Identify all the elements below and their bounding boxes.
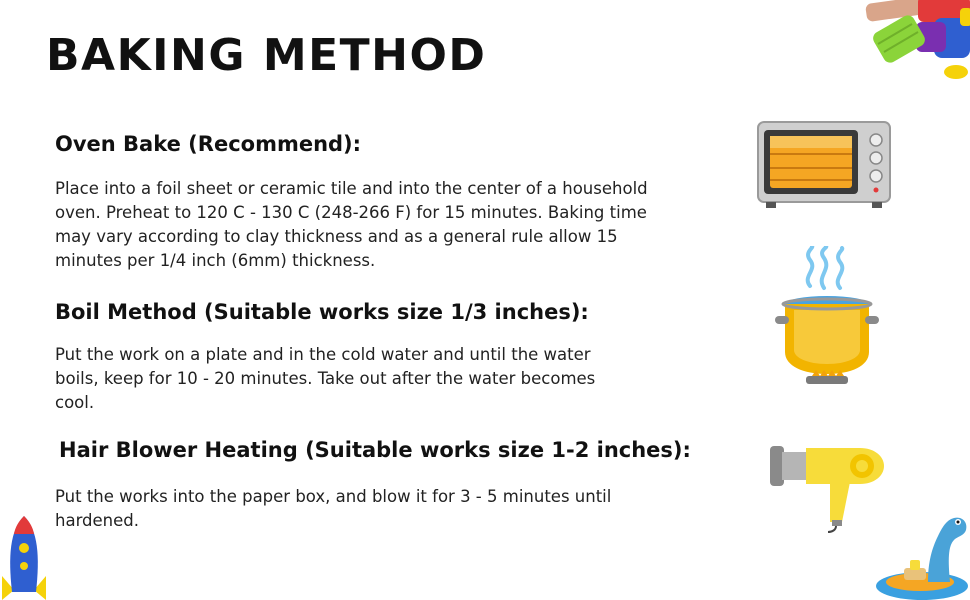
section-heading-boil-method: Boil Method (Suitable works size 1/3 inches):: [55, 300, 589, 324]
section-heading-hair-blower: Hair Blower Heating (Suitable works size 1-2 inches):: [59, 438, 691, 462]
clay-dinosaur-illustration: [876, 508, 970, 600]
hair-dryer-icon: [766, 442, 890, 534]
oven-icon: [756, 120, 892, 210]
clay-pieces-illustration: [856, 0, 970, 86]
page-title: BAKING METHOD: [46, 30, 487, 81]
rocket-illustration: [0, 514, 48, 600]
section-body-oven-bake: Place into a foil sheet or ceramic tile and into the center of a household oven. Preheat to 120 C - 130 C (248-266 F) for 15 minutes. Baking time may vary according to clay thickness and as a general rule allow 15 minutes per 1/4 inch (6mm) thickness.: [55, 179, 669, 270]
boiling-pot-icon: [772, 246, 882, 388]
section-body-boil-method: Put the work on a plate and in the cold water and until the water boils, keep for 10 - 20 minutes. Take out after the water becomes cool.: [55, 345, 601, 412]
section-heading-oven-bake: Oven Bake (Recommend):: [55, 132, 362, 156]
section-body-hair-blower: Put the works into the paper box, and blow it for 3 - 5 minutes until hardened.: [55, 487, 617, 530]
